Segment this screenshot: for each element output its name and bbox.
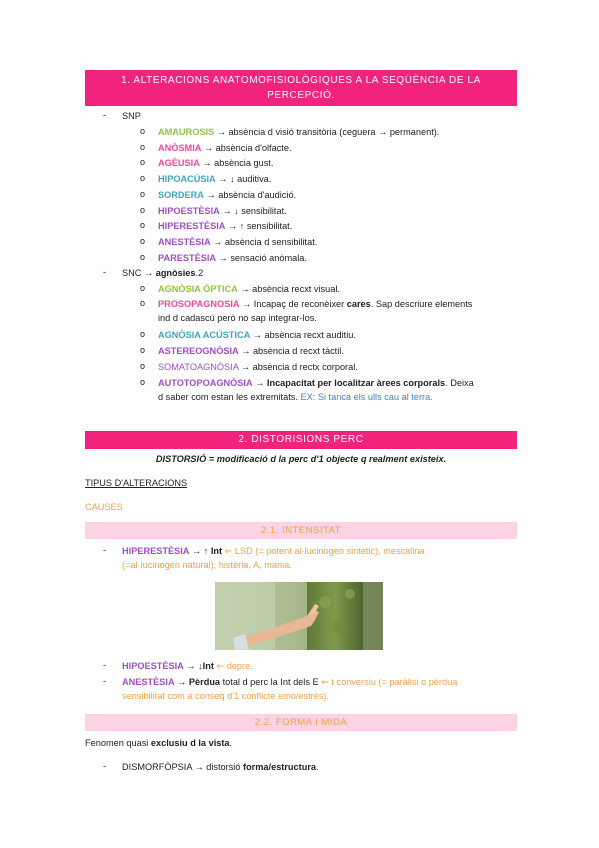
- list-item: [158, 142, 292, 154]
- bullet: o: [140, 252, 146, 262]
- section-2-header: 2. DISTORISIONS PERC: [85, 431, 517, 449]
- bullet: o: [140, 205, 146, 215]
- bullet: o: [140, 220, 146, 230]
- bullet: o: [140, 345, 146, 355]
- desc: → absència d sensibilitat.: [210, 237, 318, 247]
- term-somatoagnosia: SOMATOAGNÒSIA: [158, 362, 239, 372]
- term-hipoestesia: HIPOESTÈSIA: [122, 661, 184, 671]
- causes-text: ⇐ t conversiu (= paràlisi o pèrdua: [321, 677, 458, 687]
- desc: → ↑ sensibilitat.: [225, 221, 293, 231]
- desc: total d perc la Int dels E: [220, 677, 322, 687]
- list-item: [158, 298, 472, 310]
- desc: → ↓ auditiva.: [215, 174, 272, 184]
- term-astereognosia: ASTEREOGNÒSIA: [158, 346, 239, 356]
- bullet: o: [140, 298, 146, 308]
- list-item: [158, 252, 307, 264]
- desc-bold: Int: [210, 546, 223, 556]
- desc: → ↑: [189, 546, 211, 556]
- dismorfopsia-item: [122, 761, 319, 773]
- desc: → absència gust.: [199, 158, 274, 168]
- term-agnosia-optica: AGNÒSIA ÒPTICA: [158, 284, 238, 294]
- desc: →: [174, 677, 189, 687]
- list-dash: -: [103, 676, 107, 686]
- subsection-forma-mida: 2.2. FORMA I MIDA: [85, 714, 517, 731]
- desc: → absència d'audició.: [203, 190, 297, 200]
- list-dash: -: [103, 545, 107, 555]
- desc: d saber com estan les extremitats.: [158, 392, 301, 402]
- list-item: [158, 377, 474, 389]
- desc: → absència d visió transitòria (ceguera → permanent).: [214, 127, 440, 137]
- term-anòsmia: ANÒSMIA: [158, 143, 202, 153]
- term-hipoestèsia: HIPOESTÈSIA: [158, 206, 220, 216]
- desc-bold: Int: [202, 661, 214, 671]
- term-hiperestèsia: HIPERESTÈSIA: [158, 221, 226, 231]
- snc-suffix: .2: [195, 268, 204, 278]
- desc: → absència d'olfacte.: [201, 143, 292, 153]
- desc: .: [316, 762, 319, 772]
- term-agèusia: AGÈUSIA: [158, 158, 200, 168]
- anestesia-causes-line2: sensibilitat com a conseq d'1 conflicte emo/estrès).: [122, 691, 330, 701]
- term-parestèsia: PARESTÈSIA: [158, 253, 217, 263]
- causes-text: ⇐ depre.: [213, 661, 253, 671]
- term-anestesia: ANESTÈSIA: [122, 677, 175, 687]
- hiperestesia-item: [122, 545, 425, 557]
- bullet: o: [140, 329, 146, 339]
- bullet: o: [140, 157, 146, 167]
- desc: → Incapaç de reconèixer: [239, 299, 347, 309]
- distorsio-definition: DISTORSIÓ = modificació d la perc d'1 objecte q realment existeix.: [155, 454, 447, 464]
- desc: . Deixa: [445, 378, 474, 388]
- section-1-title-line1: 1. ALTERACIONS ANATOMOFISIOLÒGIQUES A LA SEQÜÈNCIA DE LA: [121, 75, 481, 86]
- desc: → absència recxt auditiu.: [250, 330, 356, 340]
- list-item: [158, 205, 287, 217]
- desc: → ↓: [183, 661, 203, 671]
- bullet: o: [140, 236, 146, 246]
- bullet: o: [140, 361, 146, 371]
- list-item: [158, 329, 356, 341]
- subsection-intensitat: 2.1. INTENSITAT: [85, 522, 517, 539]
- term-amaurosis: AMAUROSIS: [158, 127, 215, 137]
- example-text: EX: Si tanca els ulls cau al terra.: [300, 392, 433, 402]
- desc: → absència d recxt tàctil.: [238, 346, 344, 356]
- list-item: [158, 126, 439, 138]
- term-sordera: SORDERA: [158, 190, 204, 200]
- bullet: o: [140, 377, 146, 387]
- snc-label: [122, 267, 203, 279]
- hand-tree-image: [215, 582, 383, 650]
- term-autotopoagnosia: AUTOTOPOAGNÒSIA: [158, 378, 253, 388]
- snc-agnosies: agnòsies: [155, 268, 196, 278]
- causes-text: ⇐ LSD (= potent al·lucinogen sintètic), mescalina: [222, 546, 425, 556]
- desc-bold: Pèrdua: [188, 677, 221, 687]
- list-dash: -: [103, 267, 107, 277]
- tipus-alteracions: TIPUS D'ALTERACIONS: [85, 478, 188, 488]
- bullet: o: [140, 126, 146, 136]
- desc-bold: exclusiu d la vista: [150, 738, 230, 748]
- desc: → absència recxt visual.: [237, 284, 340, 294]
- list-item: [158, 236, 317, 248]
- list-item: [158, 173, 271, 185]
- term-hiperestesia: HIPERESTÈSIA: [122, 546, 190, 556]
- list-item-continuation: ind d cadascú però no sap integrar-los.: [158, 313, 317, 323]
- bullet: o: [140, 189, 146, 199]
- list-item: [158, 189, 296, 201]
- desc-bold: Incapacitat per localitzar àrees corporals: [266, 378, 446, 388]
- list-item-continuation: [158, 391, 433, 403]
- desc-bold: forma/estructura: [243, 762, 317, 772]
- term-hipoacúsia: HIPOACÚSIA: [158, 174, 216, 184]
- desc: → sensació anòmala.: [216, 253, 307, 263]
- hiperestesia-causes-line2: (=al·lucinogen natural), histèria, A, mania.: [122, 560, 292, 570]
- term-prosopagnosia: PROSOPAGNOSIA: [158, 299, 240, 309]
- bullet: o: [140, 283, 146, 293]
- desc: → absència d rectx corporal.: [238, 362, 358, 372]
- list-item: [158, 361, 358, 373]
- list-dash: -: [103, 761, 107, 771]
- list-dash: -: [103, 660, 107, 670]
- term-anestèsia: ANESTÈSIA: [158, 237, 211, 247]
- desc: . Sap descriure elements: [370, 299, 473, 309]
- desc: →: [252, 378, 267, 388]
- desc: → ↓ sensibilitat.: [219, 206, 287, 216]
- term-agnosia-acustica: AGNÒSIA ACÚSTICA: [158, 330, 251, 340]
- anestesia-item: [122, 676, 457, 688]
- list-dash: -: [103, 110, 107, 120]
- hand-tree-photo: [215, 582, 383, 650]
- list-item: [158, 345, 344, 357]
- section-1-header: [85, 70, 517, 106]
- fenomen-text: [85, 737, 232, 749]
- desc: Fenomen quasi: [85, 738, 151, 748]
- desc: DISMORFÒPSIA → distorsió: [122, 762, 243, 772]
- causes-label: CAUSES: [85, 502, 123, 512]
- bullet: o: [140, 173, 146, 183]
- snp-label: SNP: [122, 111, 141, 121]
- snc-label-text: SNC →: [122, 268, 156, 278]
- hipoestesia-item: [122, 660, 253, 672]
- bullet: o: [140, 142, 146, 152]
- list-item: [158, 220, 292, 232]
- desc: .: [229, 738, 233, 748]
- desc-bold: cares: [346, 299, 371, 309]
- section-1-title-line2: PERCEPCIÓ.: [267, 90, 335, 101]
- list-item: [158, 157, 273, 169]
- list-item: [158, 283, 340, 295]
